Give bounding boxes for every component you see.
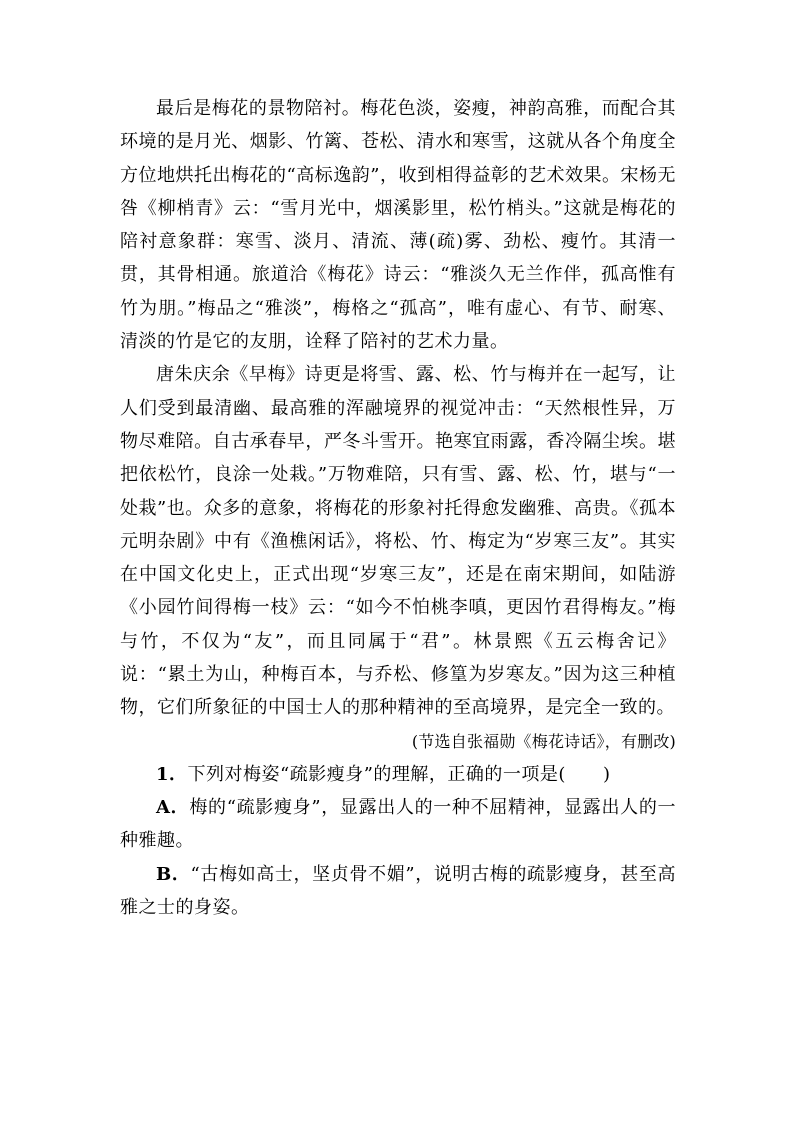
passage-paragraph-2: 唐朱庆余《早梅》诗更是将雪、露、松、竹与梅并在一起写，让人们受到最清幽、最高雅的浑融境界的视觉冲击：“天然根性异，万物尽难陪。自古承春早，严冬斗雪开。艳寒宜雨露，香冷隔尘埃。堪把依松竹，良涂一处栽。”万物难陪，只有雪、露、松、竹，堪与“一处栽”也。众多的意象，将梅花的形象衬托得愈发幽雅、高贵。《孤本元明杂剧》中有《渔樵闲话》，将松、竹、梅定为“岁寒三友”。其实在中国文化史上，正式出现“岁寒三友”，还是在南宋期间，如陆游《小园竹间得梅一枝》云：“如今不怕桃李嗔，更因竹君得梅友。”梅与竹，不仅为“友”，而且同属于“君”。林景熙《五云梅舍记》说：“累土为山，种梅百本，与乔松、修篁为岁寒友。”因为这三种植物，它们所象征的中国士人的那种精神的至高境界，是完全一致的。 (120, 364, 676, 719)
question-1 (120, 758, 676, 791)
question-number: 1． (156, 763, 188, 785)
document-page (120, 92, 676, 924)
passage-source: (节选自张福勋《梅花诗话》，有删改) (411, 731, 676, 751)
option-b-letter: B． (156, 863, 191, 885)
option-a-letter: A． (156, 796, 190, 818)
option-a[interactable] (120, 791, 676, 858)
passage-paragraph-1: 最后是梅花的景物陪衬。梅花色淡，姿瘦，神韵高雅，而配合其环境的是月光、烟影、竹篱、苍松、清水和寒雪，这就从各个角度全方位地烘托出梅花的“高标逸韵”，收到相得益彰的艺术效果。宋杨无咎《柳梢青》云：“雪月光中，烟溪影里，松竹梢头。”这就是梅花的陪衬意象群：寒雪、淡月、清流、薄(疏)雾、劲松、瘦竹。其清一贯，其骨相通。旅道洽《梅花》诗云：“雅淡久无兰作伴，孤高惟有竹为朋。”梅品之“雅淡”，梅格之“孤高”，唯有虚心、有节、耐寒、清淡的竹是它的友朋，诠释了陪衬的艺术力量。 (120, 98, 676, 353)
option-b-text: “古梅如高士，坚贞骨不媚”，说明古梅的疏影瘦身，甚至高雅之士的身姿。 (120, 863, 676, 918)
question-text: 下列对梅姿“疏影瘦身”的理解，正确的一项是( ) (187, 763, 611, 785)
option-a-text: 梅的“疏影瘦身”，显露出人的一种不屈精神，显露出人的一种雅趣。 (120, 796, 677, 852)
option-b[interactable] (120, 858, 676, 925)
